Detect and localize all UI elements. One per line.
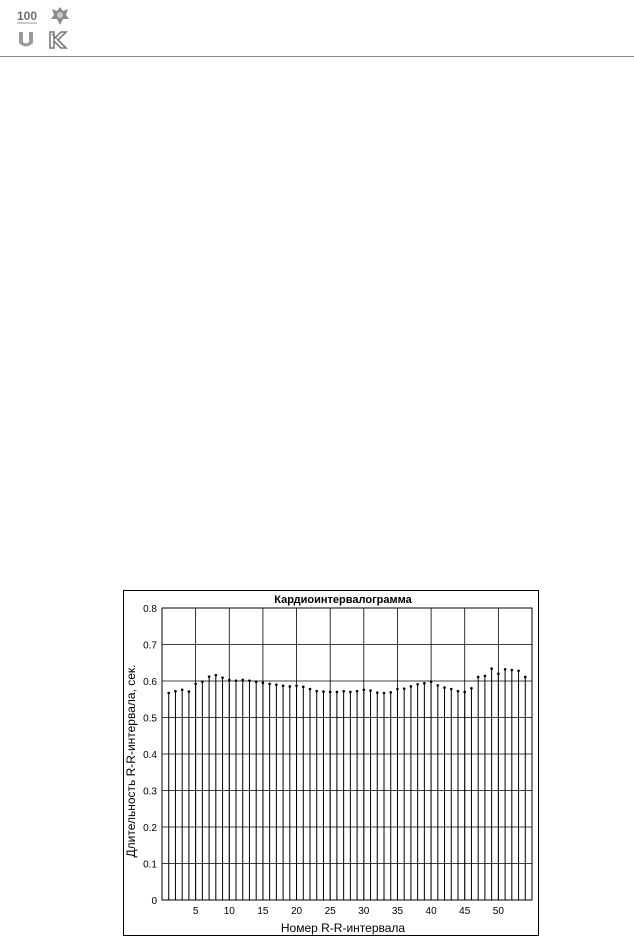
data-point <box>208 675 211 678</box>
x-tick-label: 30 <box>358 906 370 917</box>
data-point <box>215 674 218 677</box>
data-point <box>437 684 440 687</box>
data-point <box>416 683 419 686</box>
data-point <box>188 690 191 693</box>
university-u-logo <box>16 30 36 50</box>
data-point <box>295 684 298 687</box>
data-point <box>517 669 520 672</box>
x-tick-label: 35 <box>391 906 404 917</box>
data-point <box>484 675 487 678</box>
kardio-chart <box>124 591 538 935</box>
x-axis-label: Номер R-R-интервала <box>280 921 406 935</box>
anniversary-100-text: 100 <box>16 9 38 23</box>
data-point <box>241 679 244 682</box>
data-point <box>490 667 493 670</box>
data-point <box>282 684 285 687</box>
page-header <box>0 0 634 57</box>
data-point <box>342 690 345 693</box>
data-point <box>349 691 352 694</box>
data-point <box>228 679 231 682</box>
data-point <box>423 682 426 685</box>
x-tick-label: 25 <box>324 906 336 917</box>
data-point <box>403 687 406 690</box>
data-point <box>389 691 392 694</box>
x-tick-label: 15 <box>257 906 269 917</box>
data-point <box>329 691 332 694</box>
data-point <box>248 679 251 682</box>
anniversary-100-logo <box>14 6 40 26</box>
x-tick-label: 50 <box>492 906 504 917</box>
y-tick-label: 0 <box>151 896 157 907</box>
data-point <box>369 689 372 692</box>
data-point <box>376 691 379 694</box>
data-point <box>511 669 514 672</box>
k-emblem-logo <box>47 29 69 51</box>
y-axis-label: Длительность R-R-интервала, сек. <box>124 664 138 858</box>
data-point <box>336 691 339 694</box>
data-point <box>410 685 413 688</box>
chart-title: Кардиоинтервалограмма <box>274 594 412 606</box>
y-tick-label: 0.8 <box>143 604 157 615</box>
data-point <box>181 688 184 691</box>
data-point <box>443 686 446 689</box>
x-tick-label: 20 <box>290 906 303 917</box>
data-point <box>322 690 325 693</box>
data-point <box>396 688 399 691</box>
y-tick-label: 0.7 <box>143 640 157 652</box>
data-point <box>309 688 312 691</box>
y-tick-label: 0.5 <box>143 713 157 725</box>
data-point <box>450 688 453 691</box>
data-point <box>497 672 500 675</box>
data-point <box>174 690 177 693</box>
x-tick-label: 5 <box>192 906 199 917</box>
y-tick-label: 0.6 <box>143 677 157 688</box>
data-point <box>524 676 527 679</box>
data-point <box>430 680 433 683</box>
data-point <box>302 686 305 689</box>
x-tick-label: 45 <box>459 906 471 917</box>
y-tick-label: 0.3 <box>143 786 157 798</box>
data-point <box>167 692 170 695</box>
data-point <box>221 676 224 679</box>
data-point <box>235 679 238 682</box>
data-point <box>504 668 507 671</box>
data-point <box>315 690 318 693</box>
data-point <box>383 692 386 695</box>
data-point <box>463 691 466 694</box>
data-point <box>457 690 460 693</box>
data-point <box>255 680 258 683</box>
data-point <box>477 676 480 679</box>
y-tick-label: 0.4 <box>143 750 157 761</box>
data-point <box>363 688 366 691</box>
data-point <box>275 683 278 686</box>
data-point <box>289 685 292 688</box>
x-tick-label: 40 <box>425 906 437 917</box>
data-point <box>470 687 473 690</box>
data-point <box>262 682 265 685</box>
russia-emblem-logo <box>48 4 72 28</box>
y-tick-label: 0.2 <box>143 823 157 834</box>
y-tick-label: 0.1 <box>143 859 157 871</box>
data-point <box>201 680 204 683</box>
data-point <box>268 683 271 686</box>
chart-frame <box>123 590 539 936</box>
data-point <box>194 683 197 686</box>
data-point <box>356 690 359 693</box>
x-tick-label: 10 <box>223 906 235 917</box>
